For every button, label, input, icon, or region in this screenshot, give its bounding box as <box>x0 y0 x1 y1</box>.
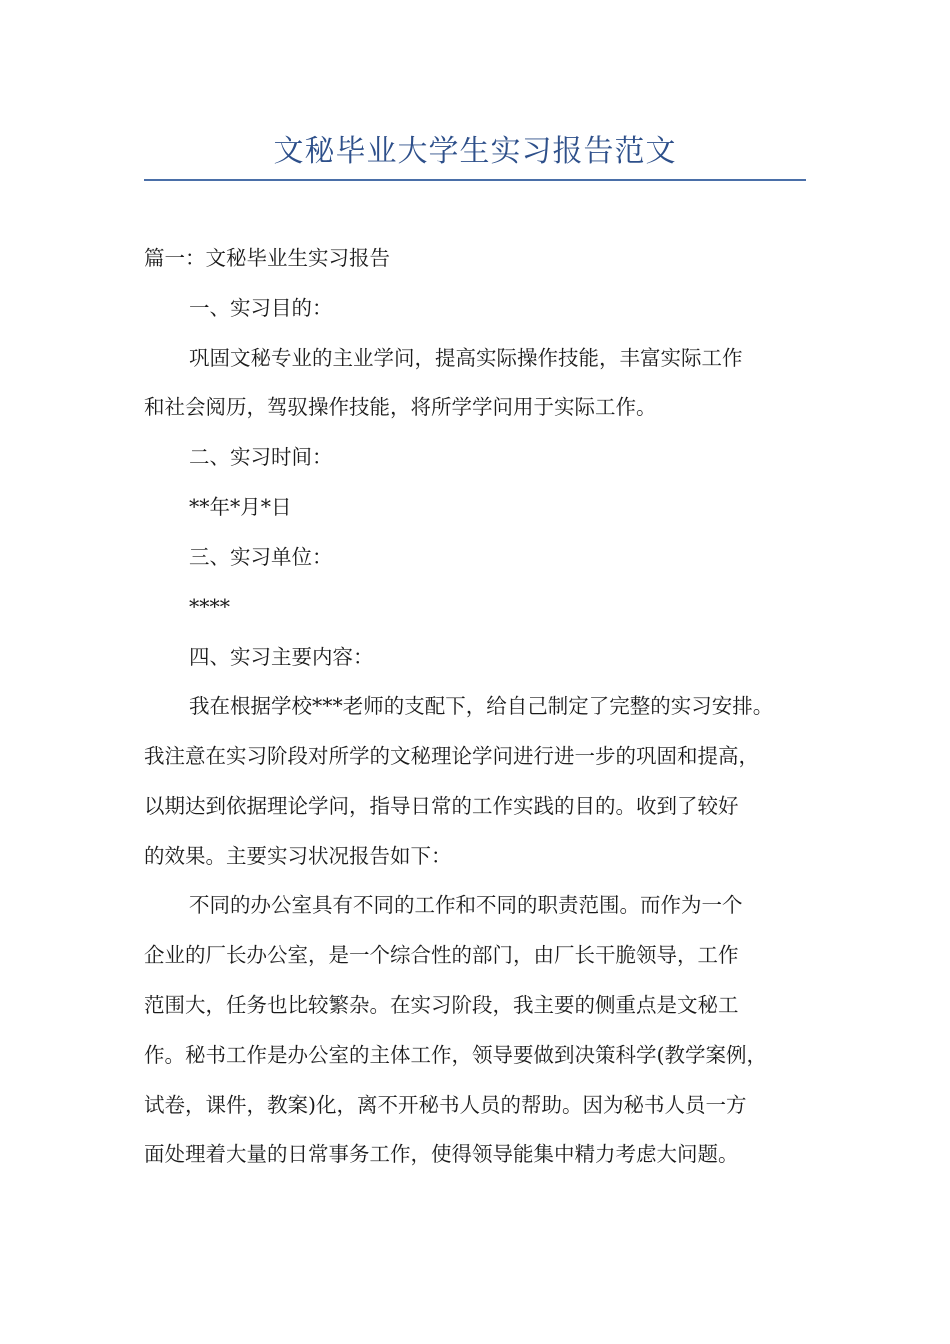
paragraph-line: 面处理着大量的日常事务工作，使得领导能集中精力考虑大问题。 <box>144 1142 739 1166</box>
paragraph-line: 的效果。主要实习状况报告如下： <box>144 844 452 868</box>
paragraph-line: 试卷，课件，教案)化，离不开秘书人员的帮助。因为秘书人员一方 <box>144 1093 747 1117</box>
subheading-purpose: 一、实习目的： <box>189 296 333 320</box>
paragraph-line: 我在根据学校***老师的支配下，给自己制定了完整的实习安排。 <box>189 694 774 718</box>
paragraph-line: 以期达到依据理论学问，指导日常的工作实践的目的。收到了较好 <box>144 794 739 818</box>
paragraph-line: 作。秘书工作是办公室的主体工作，领导要做到决策科学(教学案例， <box>144 1043 767 1067</box>
subheading-unit: 三、实习单位： <box>189 545 333 569</box>
paragraph-line: 我注意在实习阶段对所学的文秘理论学问进行进一步的巩固和提高， <box>144 744 759 768</box>
paragraph-line: 和社会阅历，驾驭操作技能，将所学学问用于实际工作。 <box>144 395 657 419</box>
subheading-content: 四、实习主要内容： <box>189 645 374 669</box>
paragraph-line: 企业的厂长办公室，是一个综合性的部门，由厂长干脆领导，工作 <box>144 943 739 967</box>
document-title: 文秘毕业大学生实习报告范文 <box>273 134 677 169</box>
section-heading: 篇一：文秘毕业生实习报告 <box>144 246 390 270</box>
paragraph-line: 范围大，任务也比较繁杂。在实习阶段，我主要的侧重点是文秘工 <box>144 993 739 1017</box>
unit-line: **** <box>189 595 230 619</box>
paragraph-line: 巩固文秘专业的主业学问，提高实际操作技能，丰富实际工作 <box>189 346 743 370</box>
paragraph-line: 不同的办公室具有不同的工作和不同的职责范围。而作为一个 <box>189 893 743 917</box>
subheading-time: 二、实习时间： <box>189 445 333 469</box>
date-line: **年*月*日 <box>189 495 292 519</box>
title-underline <box>144 179 806 181</box>
